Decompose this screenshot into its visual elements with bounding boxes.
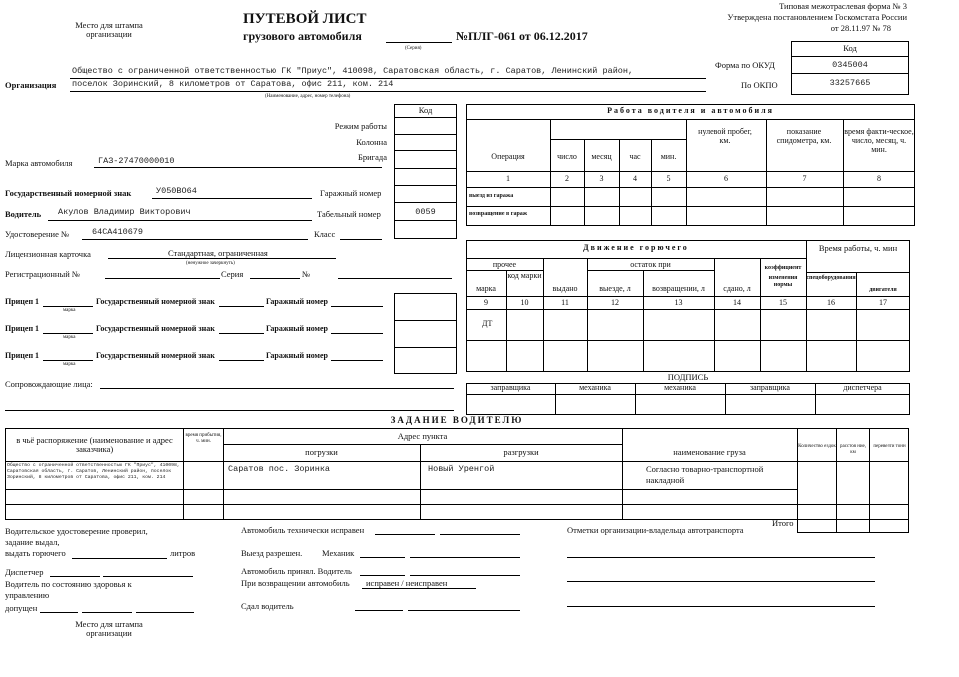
trailer-3-label: Прицеп 1: [5, 351, 40, 360]
work-table: [466, 104, 915, 226]
fuel-dt: ДТ: [482, 319, 493, 328]
approved-text: Утверждена постановлением Госкомстата России: [727, 12, 907, 22]
okud-value: 0345004: [832, 60, 868, 70]
footer-admitted: допущен: [5, 603, 38, 613]
tab-label: Табельный номер: [317, 209, 381, 219]
plate-value: У050ВО64: [156, 186, 197, 196]
approved-date: от 28.11.97 № 78: [830, 23, 891, 33]
col-unloading: разгрузки: [503, 447, 539, 457]
reg-label: Регистрационный №: [5, 269, 80, 279]
footer-accepted: Автомобиль принял. Водитель: [241, 566, 352, 576]
footer-liters: литров: [170, 548, 196, 558]
total-row: [797, 519, 909, 533]
footer-dispatcher: Диспетчер: [5, 567, 44, 577]
footer-handed-driver: Сдал водитель: [241, 601, 294, 611]
row-departure: выезд из гаража: [469, 193, 514, 199]
code-header: Код: [843, 43, 857, 53]
col-arrival: время прибытия, ч. мин.: [185, 433, 222, 444]
task-load-point: Саратов пос. Зоринка: [228, 464, 331, 474]
col-actual-time: время факти-ческое, число, месяц, ч. мин.: [844, 127, 914, 154]
footer-owner-notes: Отметки организации-владельца автотранспорта: [567, 525, 744, 535]
class-label: Класс: [314, 229, 336, 239]
stamp-place-top: Место для штампа организации: [75, 20, 143, 40]
footer-mechanic: Механик: [322, 548, 355, 558]
driver-value: Акулов Владимир Викторович: [58, 207, 191, 217]
okud-label: Форма по ОКУД: [715, 60, 775, 70]
work-mode-label: Режим работы: [334, 121, 387, 131]
col-address: Адрес пункта: [397, 431, 448, 441]
footer-health: Водитель по состоянию здоровья к управлению: [5, 579, 132, 601]
plate-label: Государственный номерной знак: [5, 188, 132, 198]
trailer-code-box: [394, 293, 457, 374]
col-month: месяц: [591, 152, 612, 161]
task-cargo-name: Согласно товарно-транспортной накладной: [646, 464, 764, 486]
footer-fuel-issue: выдать горючего: [5, 548, 66, 558]
fuel-other: прочее: [492, 260, 517, 269]
lic-card-caption: (ненужное зачеркнуть): [186, 261, 235, 266]
form-type: Типовая межотраслевая форма № 3: [779, 1, 907, 11]
footer-checked: Водительское удостоверение проверил, задание выдал,: [5, 526, 148, 548]
col-hour: час: [629, 152, 641, 161]
work-time-header: Время работы, ч. мин: [818, 243, 898, 253]
brand-label: Марка автомобиля: [5, 158, 73, 168]
reg-series-label: Серия: [221, 269, 244, 279]
col-day: число: [557, 152, 577, 161]
license-value: 64СА410679: [92, 227, 144, 237]
footer-status: исправен / неисправен: [366, 578, 448, 588]
col-zero-mileage: нулевой пробег, км.: [698, 127, 752, 145]
task-customer: Общество с ограниченной ответственностью ГК "Приус", 410098, Саратовская область, г. Саратов, Ленинский район, поселок Зоринский, 8 километров от Саратова, офис 211, ком. 214: [7, 463, 180, 480]
org-line2: поселок Зоринский, 8 километров от Саратова, офис 211, ком. 214: [72, 79, 394, 89]
task-title: ЗАДАНИЕ ВОДИТЕЛЮ: [390, 415, 524, 425]
signature-title: ПОДПИСЬ: [667, 372, 709, 382]
license-label: Удостоверение №: [5, 229, 70, 239]
series-underline: [386, 42, 452, 43]
trailer-1-label: Прицеп 1: [5, 297, 40, 306]
brigade-label: Бригада: [357, 152, 387, 162]
vehicle-code-box: [394, 104, 457, 239]
col-loading: погрузки: [305, 447, 338, 457]
task-total: Итого: [772, 518, 794, 528]
fuel-coef: коэффициент: [764, 265, 802, 271]
driver-label: Водитель: [5, 209, 42, 219]
col-trips: Количество ездок: [798, 444, 836, 449]
col-operation: Операция: [491, 152, 525, 161]
org-caption: (Наименование, адрес, номер телефона): [265, 94, 351, 99]
form-title: ПУТЕВОЙ ЛИСТ: [243, 11, 367, 27]
escorts-label: Сопровождающие лица:: [5, 379, 93, 389]
footer-on-return: При возвращении автомобиль: [241, 578, 350, 588]
okpo-value: 33257665: [829, 78, 871, 88]
okpo-label: По ОКПО: [741, 80, 778, 90]
org-underline-2: [70, 91, 706, 92]
tab-value: 0059: [415, 207, 436, 217]
work-title: Работа водителя и автомобиля: [607, 106, 774, 115]
lic-card-value: Стандартная, ограниченная: [168, 248, 268, 258]
col-speedometer: показание спидометра, км.: [776, 127, 832, 145]
brand-value: ГАЗ-27470000010: [98, 156, 175, 166]
col-distance: расстоя ние, км: [839, 444, 867, 455]
row-return: возвращение в гараж: [469, 211, 528, 217]
reg-num-label: №: [302, 269, 311, 279]
col-whose: в чьё распоряжение (наименование и адрес заказчика): [16, 435, 173, 455]
task-unload-point: Новый Уренгой: [428, 464, 495, 474]
fuel-balance: остаток при: [630, 260, 671, 269]
doc-number-date: №ПЛГ-061 от 06.12.2017: [456, 29, 588, 43]
column-label: Колонна: [356, 137, 387, 147]
vehicle-code-header: Код: [418, 105, 433, 115]
col-min: мин.: [660, 152, 677, 161]
series-caption: (Серия): [405, 46, 422, 51]
org-line1: Общество с ограниченной ответственностью ГК "Приус", 410098, Саратовская область, г. Саратов, Ленинский район,: [72, 66, 634, 76]
org-label: Организация: [5, 80, 57, 90]
stamp-place-bottom: Место для штампа организации: [75, 619, 143, 639]
form-subtitle: грузового автомобиля: [243, 29, 362, 43]
footer-tech-ok: Автомобиль технически исправен: [241, 525, 365, 535]
garage-label: Гаражный номер: [320, 188, 382, 198]
lic-card-label: Лицензионная карточка: [5, 249, 91, 259]
col-tons: перевезти тонн: [873, 444, 906, 449]
col-cargo: наименование груза: [673, 447, 746, 457]
fuel-title: Движение горючего: [583, 243, 689, 252]
footer-exit-allowed: Выезд разрешен.: [241, 548, 303, 558]
trailer-2-label: Прицеп 1: [5, 324, 40, 333]
